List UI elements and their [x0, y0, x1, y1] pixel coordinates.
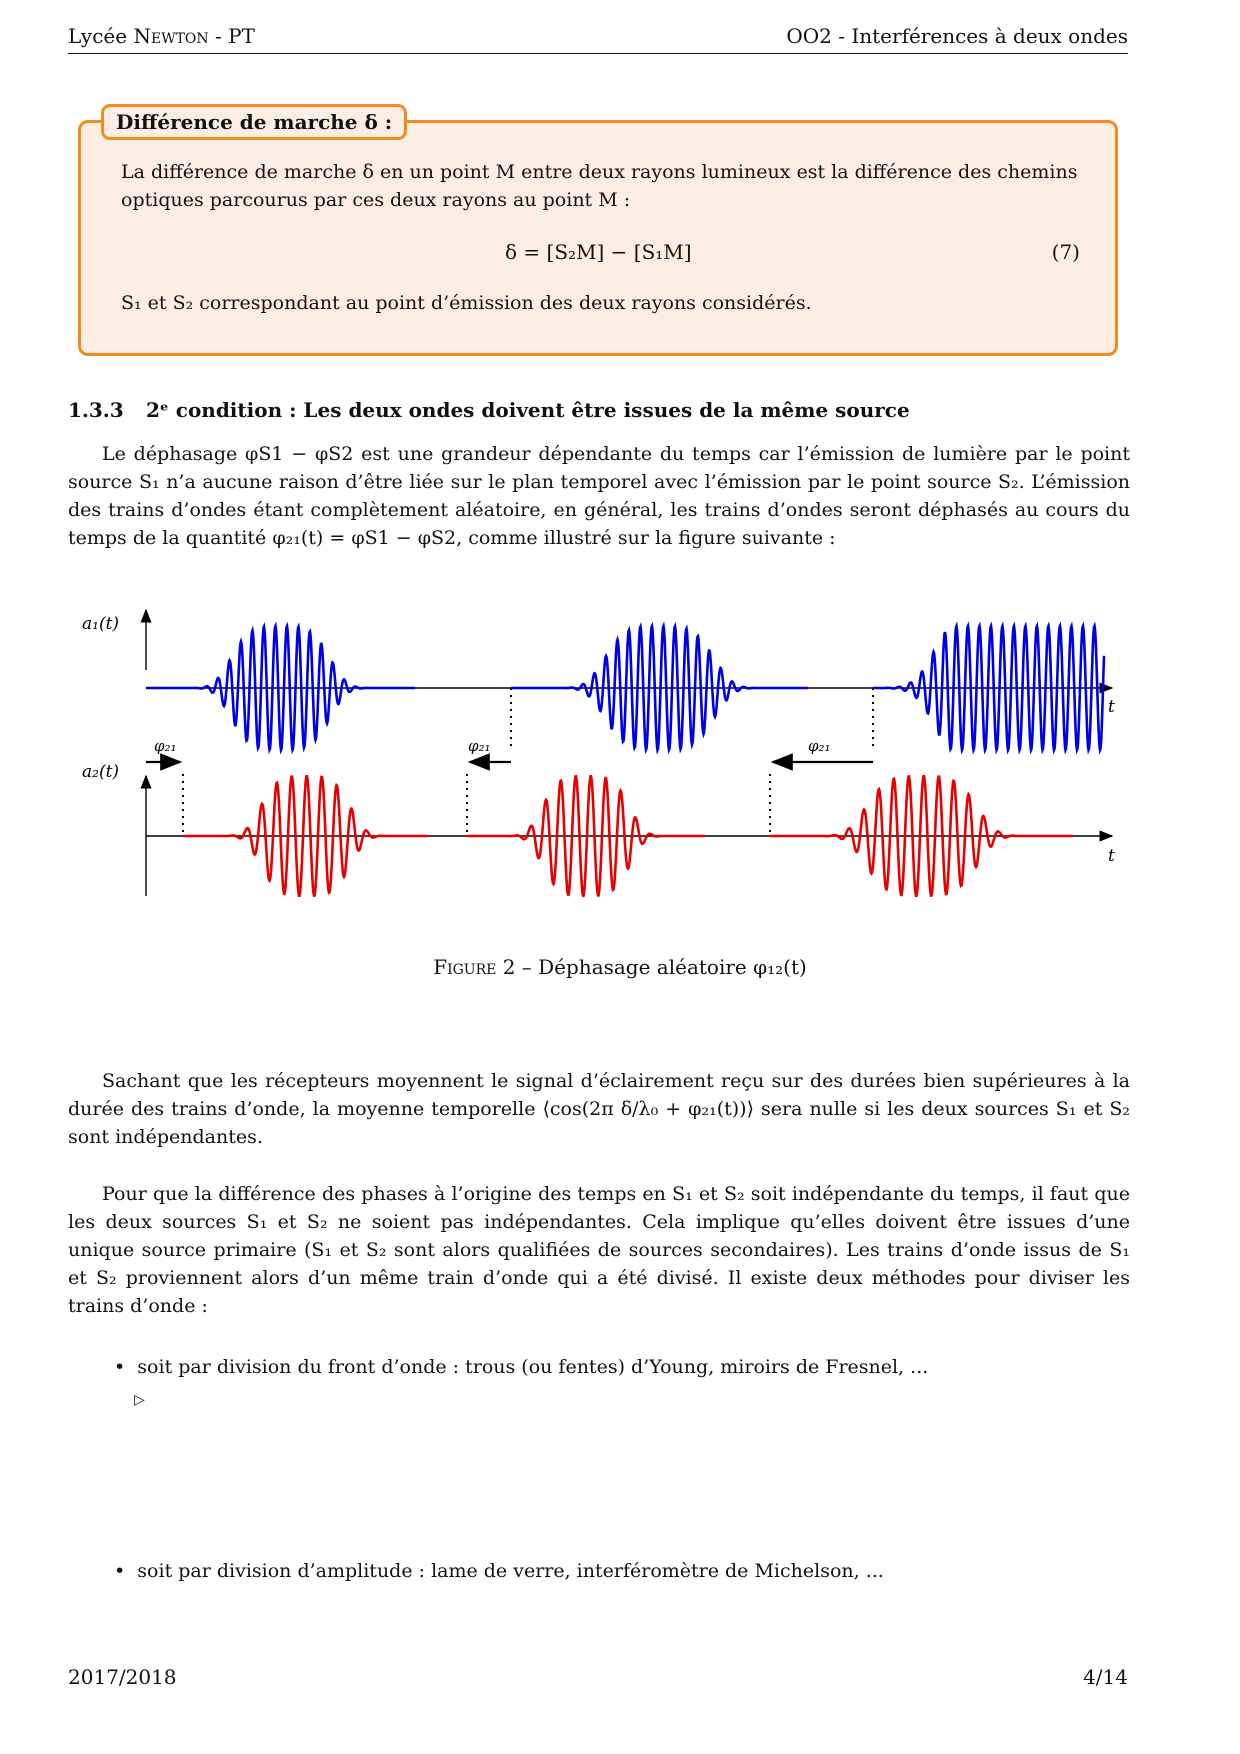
header-rule — [68, 53, 1128, 54]
blue-wave-train-3 — [873, 626, 1104, 750]
bullet-item-2: • soit par division d’amplitude : lame de verre, interféromètre de Michelson, ... — [114, 1560, 884, 1582]
equation: δ = [S₂M] − [S₁M] — [505, 240, 692, 264]
equation-number: (7) — [1051, 240, 1080, 264]
sub-bullet-marker: ▷ — [134, 1392, 145, 1408]
paragraph-1: Le déphasage φS1 − φS2 est une grandeur dépendante du temps car l’émission de lumière par le point source S₁ n’a aucune raison d’être liée sur le plan temporel avec l’émission par le point source S₂. L’émission des trains d’ondes étant complètement aléatoire, en général, les trains d’ondes seront déphasés au cours du temps de la quantité φ₂₁(t) = φS1 − φS2, comme illustré sur la figure suivante : — [68, 443, 1130, 549]
footer-year: 2017/2018 — [68, 1665, 177, 1689]
header-right: OO2 - Interférences à deux ondes — [786, 24, 1128, 48]
label-phi-2: φ₂₁ — [468, 737, 491, 755]
red-wave-train-2 — [467, 776, 705, 895]
label-a2: a₂(t) — [82, 762, 120, 782]
label-phi-3: φ₂₁ — [808, 737, 831, 755]
footer-page-number: 4/14 — [1083, 1665, 1128, 1689]
label-phi-1: φ₂₁ — [154, 737, 177, 755]
definition-note: S₁ et S₂ correspondant au point d’émission des deux rayons considérés. — [121, 292, 812, 314]
label-t-1: t — [1108, 697, 1115, 717]
blue-wave-trains — [146, 626, 1104, 750]
section-title — [68, 396, 910, 424]
blue-wave-train-2 — [511, 626, 808, 750]
definition-text: La différence de marche δ en un point M entre deux rayons lumineux est la différence des chemins optiques parcourus par ces deux rayons au point M : — [121, 161, 1078, 211]
paragraph-2: Sachant que les récepteurs moyennent le signal d’éclairement reçu sur des durées bien supérieures à la durée des trains d’onde, la moyenne temporelle ⟨cos(2π δ/λ₀ + φ₂₁(t))⟩ sera nulle si les deux sources S₁ et S₂ sont indépendantes. — [68, 1070, 1130, 1148]
bullet-item-1: • soit par division du front d’onde : trous (ou fentes) d’Young, miroirs de Fresnel, ... — [114, 1356, 929, 1378]
definition-box-title: Différence de marche δ : — [101, 104, 407, 140]
label-a1: a₁(t) — [82, 614, 120, 634]
figure-wave-trains — [0, 580, 1240, 920]
label-t-2: t — [1108, 846, 1115, 866]
paragraph-3: Pour que la différence des phases à l’origine des temps en S₁ et S₂ soit indépendante du temps, il faut que les deux sources S₁ et S₂ ne soient pas indépendantes. Cela implique qu’elles doivent être issues d’une unique source primaire (S₁ et S₂ sont alors qualifiées de sources secondaires). Les trains d’onde issus de S₁ et S₂ proviennent alors d’un même train d’onde qui a été divisé. Il existe deux méthodes pour diviser les trains d’onde : — [68, 1183, 1130, 1317]
section-heading: 2ᵉ condition : Les deux ondes doivent être issues de la même source — [146, 398, 910, 422]
header-left: Lycée Newton - PT — [68, 24, 255, 48]
figure-caption: Figure 2 – Déphasage aléatoire φ₁₂(t) — [433, 955, 807, 979]
section-number: 1.3.3 — [68, 398, 124, 422]
